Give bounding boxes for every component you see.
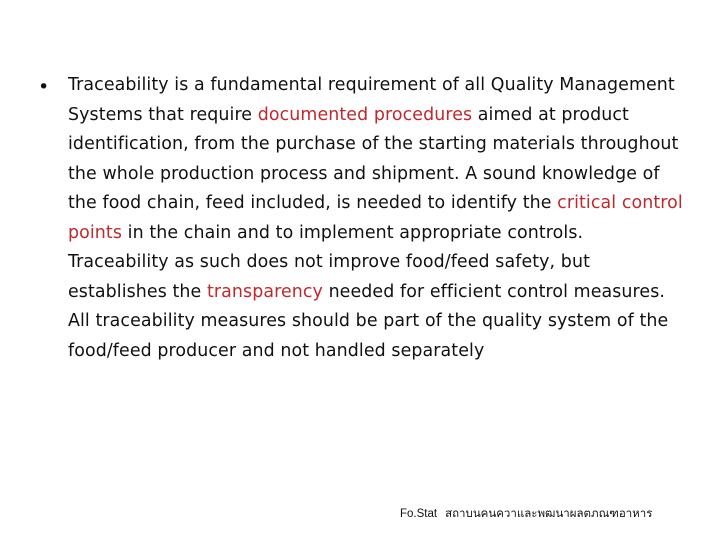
bullet-text — [38, 71, 688, 366]
highlight-documented-procedures: documented procedures — [257, 104, 473, 125]
bullet-marker: • — [38, 76, 50, 98]
highlight-critical-control-points: critical control points — [68, 193, 683, 243]
highlight-transparency: transparency — [206, 281, 323, 302]
footer-brand: Fo.Stat — [400, 508, 438, 520]
bullet-item — [38, 71, 688, 366]
text-segment: needed for efficient control measures. All traceability measures should be part of the quality system of the food/feed producer and not handled separately — [68, 281, 669, 361]
text-segment: in the chain and to implement appropriate controls. Traceability as such does not improve food/feed safety, but establishes the — [68, 222, 590, 302]
footer-org: สถาบนคนควาและพฒนาผลตภณฑอาหาร — [445, 508, 653, 520]
text-segment: Traceability is a fundamental requirement of all Quality Management Systems that require — [68, 75, 675, 125]
footer — [400, 505, 652, 523]
text-segment: aimed at product identification, from the purchase of the starting materials throughout the whole production process and shipment. A sound knowledge of the food chain, feed included, is needed to identify the — [68, 104, 679, 213]
